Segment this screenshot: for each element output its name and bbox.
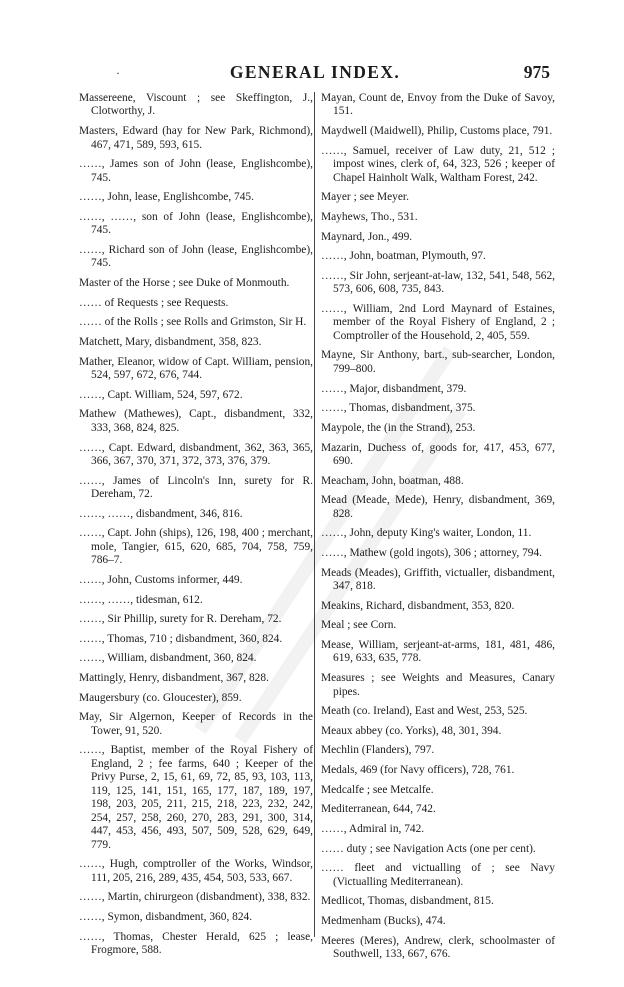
index-entry: Massereene, Viscount ; see Skeffington, J., Clotworthy, J.	[79, 92, 313, 118]
index-entry: Maydwell (Maidwell), Philip, Customs place, 791.	[321, 125, 553, 138]
index-entry: Mazarin, Duchess of, goods for, 417, 453, 677, 690.	[321, 441, 555, 467]
index-entry: Master of the Horse ; see Duke of Monmouth.	[79, 277, 290, 290]
index-entry: Mattingly, Henry, disbandment, 367, 828.	[79, 672, 269, 685]
index-entry: Mathew (Mathewes), Capt., disbandment, 332, 333, 368, 824, 825.	[79, 408, 313, 434]
page-header	[80, 62, 550, 84]
index-entry: ……, Capt. John (ships), 126, 198, 400 ; merchant, mole, Tangier, 615, 620, 685, 704, 758, 759, 786–7.	[79, 527, 313, 567]
index-entry: ……, John, boatman, Plymouth, 97.	[321, 250, 486, 263]
index-entry: Meakins, Richard, disbandment, 353, 820.	[321, 599, 515, 612]
index-entry: ……, William, 2nd Lord Maynard of Estaines, member of the Royal Fishery of England, 2 ; Comptroller of the Household, 2, 405, 559.	[321, 302, 555, 342]
index-entry: Mead (Meade, Mede), Henry, disbandment, 369, 828.	[321, 494, 555, 520]
page-title: GENERAL INDEX.	[229, 62, 401, 82]
index-entry: ……, John, Customs informer, 449.	[79, 573, 243, 586]
index-entry: Medlicot, Thomas, disbandment, 815.	[321, 895, 494, 908]
index-entry: …… duty ; see Navigation Acts (one per cent).	[321, 842, 536, 855]
index-entry: Meacham, John, boatman, 488.	[321, 474, 464, 487]
index-entry: Mediterranean, 644, 742.	[321, 803, 436, 816]
index-entry: Maynard, Jon., 499.	[321, 230, 413, 243]
index-entry: ……, William, disbandment, 360, 824.	[79, 652, 257, 665]
index-entry: …… fleet and victualling of ; see Navy (Victualling Mediterranean).	[321, 862, 555, 888]
index-entry: ……, Richard son of John (lease, Englishcombe), 745.	[79, 244, 313, 270]
index-entry: ……, ……, disbandment, 346, 816.	[79, 507, 243, 520]
index-entry: Meads (Meades), Griffith, victualler, disbandment, 347, 818.	[321, 566, 555, 593]
index-entry: ……, Capt. Edward, disbandment, 362, 363, 365, 366, 367, 370, 371, 372, 373, 376, 379.	[79, 441, 313, 467]
index-entry: ……, ……, tidesman, 612.	[79, 593, 203, 606]
index-entry: ……, Capt. William, 524, 597, 672.	[79, 388, 243, 401]
index-entry: Masters, Edward (hay for New Park, Richmond), 467, 471, 589, 593, 615.	[79, 125, 313, 151]
index-entry: Maugersbury (co. Gloucester), 859.	[79, 691, 242, 704]
index-entry: Meal ; see Corn.	[321, 619, 397, 632]
index-entry: Mayne, Sir Anthony, bart., sub-searcher, London, 799–800.	[321, 349, 555, 375]
index-entry: Mayan, Count de, Envoy from the Duke of Savoy, 151.	[321, 92, 555, 118]
index-column-right	[321, 92, 555, 968]
index-entry: ……, Baptist, member of the Royal Fishery of England, 2 ; fee farms, 640 ; Keeper of the Privy Purse, 2, 15, 61, 69, 72, 85, 93, 103, 113, 119, 125, 141, 151, 165, 177, 187, 189, 197, 198, 203, 205, 211, 215, 218, 223, 232, 242, 254, 257, 258, 260, 270, 283, 291, 300, 314, 447, 453, 456, 493, 507, 509, 528, 629, 649, 779.	[79, 744, 313, 851]
page-number: 975	[523, 62, 550, 82]
index-entry: ……, John, deputy King's waiter, London, 11.	[321, 527, 532, 540]
index-entry: …… of the Rolls ; see Rolls and Grimston, Sir H.	[79, 316, 307, 329]
index-entry: May, Sir Algernon, Keeper of Records in the Tower, 91, 520.	[79, 711, 313, 737]
index-entry: ……, Symon, disbandment, 360, 824.	[79, 911, 253, 923]
index-entry: ……, ……, son of John (lease, Englishcombe), 745.	[79, 210, 313, 237]
index-entry: ……, Thomas, disbandment, 375.	[321, 402, 476, 415]
index-entry: ……, Samuel, receiver of Law duty, 21, 512 ; impost wines, clerk of, 64, 323, 526 ; keeper of Chapel Hainholt Walk, Waltham Forest, 242.	[321, 144, 555, 184]
index-entry: ……, Admiral in, 742.	[321, 823, 425, 836]
index-entry: Mayer ; see Meyer.	[321, 191, 409, 204]
index-entry: Mechlin (Flanders), 797.	[321, 744, 435, 757]
column-divider	[314, 92, 315, 937]
index-entry: ……, Sir John, serjeant-at-law, 132, 541, 548, 562, 573, 606, 608, 735, 843.	[321, 269, 555, 296]
index-entry: Measures ; see Weights and Measures, Canary pipes.	[321, 672, 555, 698]
index-entry: ……, Hugh, comptroller of the Works, Windsor, 111, 205, 216, 289, 435, 454, 503, 533, 667.	[79, 858, 313, 884]
index-column-left	[79, 92, 313, 964]
index-entry: ……, James of Lincoln's Inn, surety for R. Dereham, 72.	[79, 474, 313, 501]
index-entry: Meeres (Meres), Andrew, clerk, schoolmaster of Southwell, 133, 667, 676.	[321, 934, 555, 961]
index-entry: …… of Requests ; see Requests.	[79, 296, 229, 309]
index-entry: Medmenham (Bucks), 474.	[321, 915, 446, 928]
index-entry: ……, Major, disbandment, 379.	[321, 382, 467, 395]
index-entry: Maypole, the (in the Strand), 253.	[321, 421, 476, 434]
index-entry: ……, Thomas, 710 ; disbandment, 360, 824.	[79, 632, 283, 645]
index-entry: Medals, 469 (for Navy officers), 728, 761.	[321, 764, 515, 777]
index-entry: Matchett, Mary, disbandment, 358, 823.	[79, 336, 262, 349]
index-entry: Meath (co. Ireland), East and West, 253, 525.	[321, 705, 528, 718]
index-entry: Mayhews, Tho., 531.	[321, 210, 418, 223]
index-entry: ……, Thomas, Chester Herald, 625 ; lease, Frogmore, 588.	[79, 930, 313, 957]
index-entry: ……, Mathew (gold ingots), 306 ; attorney, 794.	[321, 546, 543, 559]
index-entry: ……, Martin, chirurgeon (disbandment), 338, 832.	[79, 891, 311, 904]
index-entry: Medcalfe ; see Metcalfe.	[321, 783, 434, 796]
index-entry: ……, John, lease, Englishcombe, 745.	[79, 191, 254, 204]
header-mark: ·	[116, 66, 120, 80]
index-entry: Mease, William, serjeant-at-arms, 181, 481, 486, 619, 633, 635, 778.	[321, 638, 555, 665]
index-entry: Meaux abbey (co. Yorks), 48, 301, 394.	[321, 724, 502, 737]
index-entry: Mather, Eleanor, widow of Capt. William, pension, 524, 597, 672, 676, 744.	[79, 355, 313, 382]
index-entry: ……, Sir Phillip, surety for R. Dereham, 72.	[79, 613, 282, 626]
index-entry: ……, James son of John (lease, Englishcombe), 745.	[79, 158, 313, 184]
